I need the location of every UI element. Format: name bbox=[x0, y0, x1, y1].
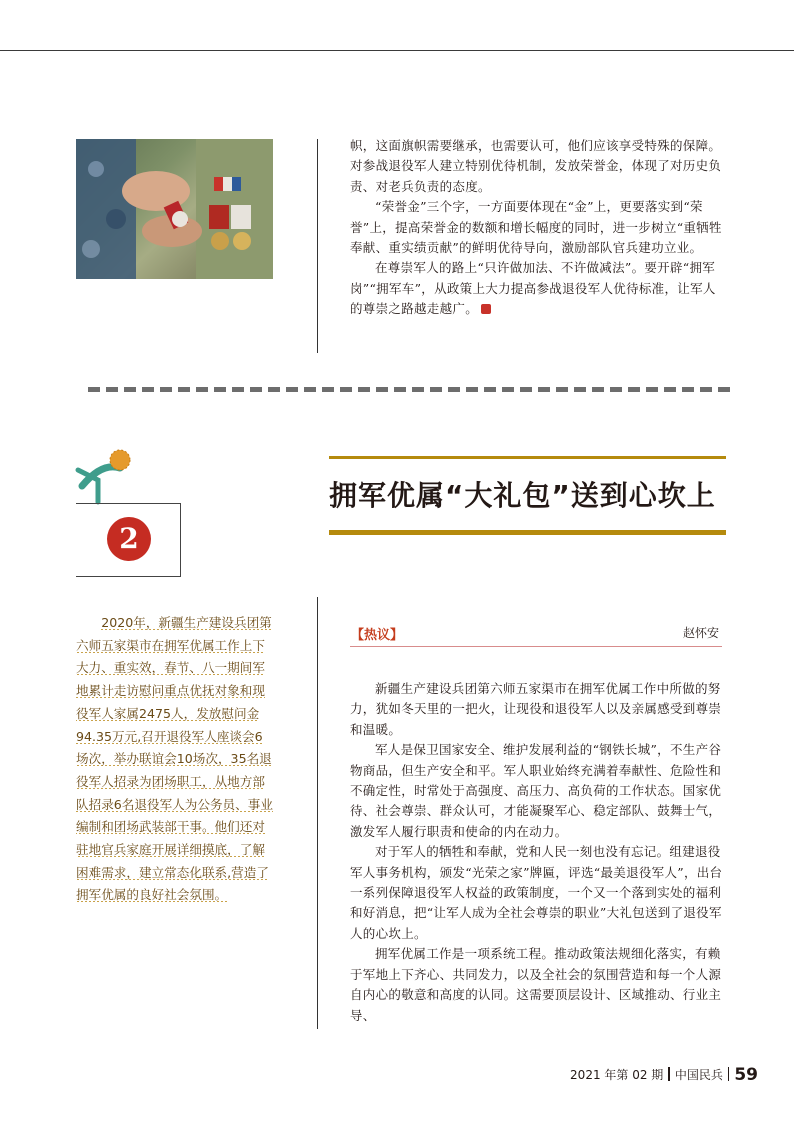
top-article-text bbox=[350, 136, 725, 320]
article-paragraph: 新疆生产建设兵团第六师五家渠市在拥军优属工作中所做的努力，犹如冬天里的一把火，让现役和退役军人以及亲属感受到尊崇和温暖。 bbox=[350, 681, 722, 737]
article-paragraph: 对于军人的牺牲和奉献，党和人民一刻也没有忘记。组建退役军人事务机构，颁发“光荣之家”牌匾，评选“最美退役军人”，出台一系列保障退役军人权益的政策制度，一个又一个落到实处的福利和好消息，把“让军人成为全社会尊崇的职业”大礼包送到了退役军人的心坎上。 bbox=[350, 844, 723, 941]
section-headline: 拥军优属“大礼包”送到心坎上 bbox=[329, 479, 716, 512]
author-rule bbox=[350, 646, 722, 647]
page-number: 59 bbox=[734, 1065, 758, 1085]
column-tag: 【热议】 bbox=[351, 628, 404, 643]
article-paragraph: 军人是保卫国家安全、维护发展利益的“钢铁长城”，不生产谷物商品，但生产安全和平。军人职业始终充满着奉献性、危险性和不确定性，时常处于高强度、高压力、高负荷的工作状态。国家优待、社会尊崇、群众认可，才能凝聚军心、稳定部队、鼓舞士气，激发军人履行职责和使命的内在动力。 bbox=[350, 742, 722, 839]
issue-label: 2021 年第 02 期 bbox=[570, 1068, 664, 1082]
top-paragraph bbox=[350, 258, 725, 319]
headline-rule-top bbox=[329, 456, 726, 459]
medal-photo-illustration bbox=[76, 139, 273, 279]
footer-separator bbox=[668, 1067, 670, 1081]
end-mark-icon bbox=[481, 304, 491, 314]
section-dashed-divider bbox=[88, 387, 730, 392]
bottom-column-divider bbox=[317, 597, 318, 1029]
microphone-icon bbox=[74, 444, 134, 506]
headline-rule-bottom bbox=[329, 530, 726, 535]
author-name: 赵怀安 bbox=[682, 626, 719, 640]
footer-separator bbox=[728, 1067, 730, 1081]
top-column-divider bbox=[317, 139, 318, 353]
section-number: 2 bbox=[107, 517, 151, 561]
top-paragraph-text: 在尊崇军人的路上“只许做加法、不许做减法”。要开辟“拥军岗”“拥军车”，从政策上大力提高参战退役军人优待标准，让军人的尊崇之路越走越广。 bbox=[350, 260, 716, 317]
page-footer bbox=[570, 1065, 758, 1085]
main-article-text bbox=[350, 679, 725, 1026]
sidebar-summary bbox=[76, 612, 273, 907]
magazine-name: 中国民兵 bbox=[674, 1068, 723, 1082]
medal-photo bbox=[76, 139, 273, 279]
header-rule bbox=[0, 50, 794, 51]
top-paragraph: “荣誉金”三个字，一方面要体现在“金”上，更要落实到“荣誉”上，提高荣誉金的数额和增长幅度的同时，进一步树立“重牺牲奉献、重实绩贡献”的鲜明优待导向，激励部队官兵建功立业。 bbox=[350, 199, 722, 256]
sidebar-summary-text: 2020年，新疆生产建设兵团第六师五家渠市在拥军优属工作上下大力、重实效，春节、八一期间军地累计走访慰问重点优抚对象和现役军人家属2475人，发放慰问金94.35万元,召开退役军人座谈会6场次，举办联谊会10场次，35名退役军人招录为团场职工，从地方部队招录6名退役军人为公务员、事业编制和团场武装部干事。他们还对驻地官兵家庭开展详细摸底，了解困难需求，建立常态化联系,营造了拥军优属的良好社会氛围。 bbox=[76, 615, 273, 903]
article-paragraph: 拥军优属工作是一项系统工程。推动政策法规细化落实，有赖于军地上下齐心、共同发力，以及全社会的氛围营造和每一个人源自内心的敬意和高度的认同。这需要顶层设计、区域推动、行业主导、 bbox=[350, 946, 722, 1023]
top-paragraph: 帜，这面旗帜需要继承，也需要认可，他们应该享受特殊的保障。对参战退役军人建立特别优待机制，发放荣誉金，体现了对历史负责、对老兵负责的态度。 bbox=[350, 138, 722, 194]
